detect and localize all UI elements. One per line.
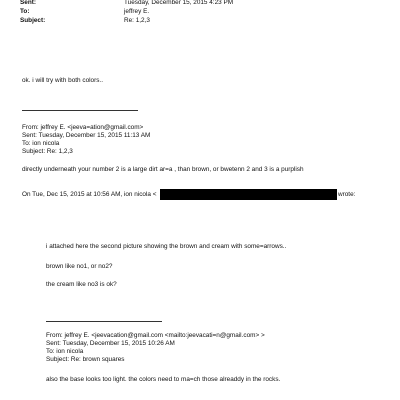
separator-rule-2 <box>46 321 162 322</box>
quoted2-body: also the base looks too light. the colors need to ma=ch those alreaddy in the rocks. <box>46 376 281 383</box>
quoted2-subject: Subject: Re: brown squares <box>46 356 125 363</box>
quoted1-subject: Subject: Re: 1,2,3 <box>22 148 73 155</box>
quoted1-from: From: jeffrey E. <jeeva=ation@gmail.com> <box>22 124 144 131</box>
subject-value: Re: 1,2,3 <box>124 17 150 24</box>
redaction-bar <box>160 189 337 200</box>
quoted1-to: To: ion nicola <box>22 140 60 147</box>
message-line-3: the cream like no3 is ok? <box>46 281 117 288</box>
on-line-prefix: On Tue, Dec 15, 2015 at 10:56 AM, ion nicola < <box>22 191 157 198</box>
quoted1-body: directly underneath your number 2 is a large dirt ar=a , than brown, or bwetenn 2 and 3 is a purplish <box>22 166 304 173</box>
quoted2-to: To: ion nicola <box>46 348 84 355</box>
on-line-suffix: wrote: <box>338 191 356 198</box>
message-line-2: brown like no1, or no2? <box>46 263 113 270</box>
reply-body: ok. i will try with both colors.. <box>22 77 103 84</box>
sent-label: Sent: <box>20 0 36 6</box>
subject-label: Subject: <box>20 17 46 24</box>
to-label: To: <box>20 8 30 15</box>
quoted2-sent: Sent: Tuesday, December 15, 2015 10:26 AM <box>46 340 175 347</box>
message-line-1: i attached here the second picture showing the brown and cream with some=arrows.. <box>46 243 287 250</box>
sent-value: Tuesday, December 15, 2015 4:23 PM <box>124 0 234 6</box>
separator-rule-1 <box>22 110 138 111</box>
to-value: jeffrey E. <box>124 8 150 15</box>
quoted1-sent: Sent: Tuesday, December 15, 2015 11:13 AM <box>22 132 151 139</box>
quoted2-from: From: jeffrey E. <jeevacation@gmail.com <mailto:jeevacati=n@gmail.com> > <box>46 332 265 339</box>
